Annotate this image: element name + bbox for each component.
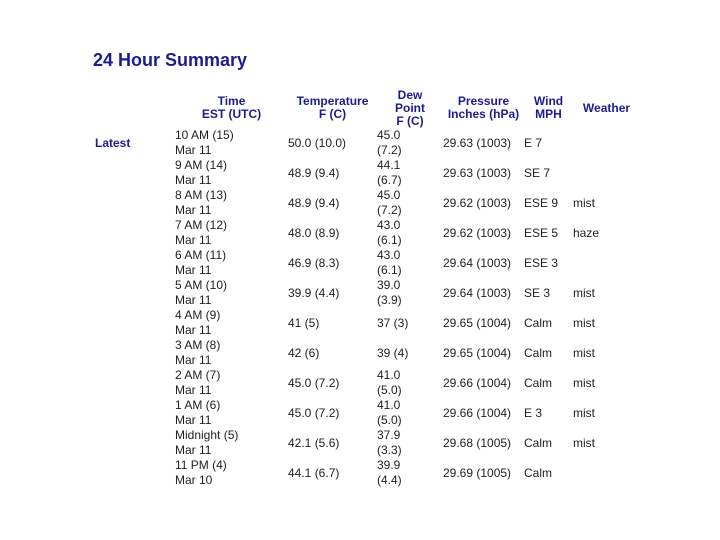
temperature-cell: 42.1 (5.6) bbox=[288, 435, 340, 450]
summary-section bbox=[93, 50, 653, 488]
time-cell: Midnight (5) Mar 11 bbox=[175, 428, 239, 457]
dew-point-cell: 41.0 (5.0) bbox=[377, 368, 402, 397]
wind-cell: ESE 9 bbox=[524, 195, 559, 210]
temperature-cell: 45.0 (7.2) bbox=[288, 405, 340, 420]
temperature-cell: 41 (5) bbox=[288, 315, 320, 330]
pressure-cell: 29.64 (1003) bbox=[443, 285, 512, 300]
time-cell: 4 AM (9) Mar 11 bbox=[175, 308, 221, 337]
table-row bbox=[95, 128, 640, 158]
page-title: 24 Hour Summary bbox=[93, 50, 248, 70]
weather-cell: mist bbox=[573, 345, 595, 360]
latest-marker bbox=[95, 218, 175, 248]
weather-cell: mist bbox=[573, 285, 595, 300]
table-row bbox=[95, 218, 640, 248]
pressure-cell: 29.65 (1004) bbox=[443, 315, 512, 330]
dew-point-column-header: Dew Point F (C) bbox=[395, 87, 425, 128]
table-row bbox=[95, 158, 640, 188]
table-row bbox=[95, 278, 640, 308]
time-cell: 2 AM (7) Mar 11 bbox=[175, 368, 221, 397]
latest-marker bbox=[95, 368, 175, 398]
table-row bbox=[95, 398, 640, 428]
table-row bbox=[95, 338, 640, 368]
wind-cell: Calm bbox=[524, 315, 553, 330]
time-cell: 3 AM (8) Mar 11 bbox=[175, 338, 221, 367]
weather-cell: mist bbox=[573, 405, 595, 420]
dew-point-cell: 39.0 (3.9) bbox=[377, 278, 402, 307]
wind-cell: E 7 bbox=[524, 135, 543, 150]
temperature-cell: 50.0 (10.0) bbox=[288, 135, 347, 150]
weather-cell: haze bbox=[573, 225, 600, 240]
dew-point-cell: 39.9 (4.4) bbox=[377, 458, 402, 487]
time-cell: 7 AM (12) Mar 11 bbox=[175, 218, 228, 247]
wind-cell: E 3 bbox=[524, 405, 543, 420]
wind-cell: Calm bbox=[524, 465, 553, 480]
dew-point-cell: 39 (4) bbox=[377, 345, 409, 360]
latest-marker bbox=[95, 338, 175, 368]
latest-marker bbox=[95, 308, 175, 338]
dew-point-cell: 37 (3) bbox=[377, 315, 409, 330]
table-row bbox=[95, 308, 640, 338]
weather-cell: mist bbox=[573, 315, 595, 330]
latest-marker bbox=[95, 158, 175, 188]
temperature-column-header: Temperature F (C) bbox=[296, 94, 369, 121]
weather-cell bbox=[573, 458, 640, 488]
wind-cell: ESE 3 bbox=[524, 255, 559, 270]
dew-point-cell: 37.9 (3.3) bbox=[377, 428, 402, 457]
pressure-cell: 29.66 (1004) bbox=[443, 405, 512, 420]
dew-point-cell: 45.0 (7.2) bbox=[377, 188, 402, 217]
table-row bbox=[95, 428, 640, 458]
pressure-cell: 29.63 (1003) bbox=[443, 135, 512, 150]
latest-column-header bbox=[95, 88, 175, 128]
weather-column-header: Weather bbox=[582, 100, 631, 115]
temperature-cell: 42 (6) bbox=[288, 345, 320, 360]
pressure-cell: 29.63 (1003) bbox=[443, 165, 512, 180]
weather-cell: mist bbox=[573, 435, 595, 450]
time-cell: 9 AM (14) Mar 11 bbox=[175, 158, 228, 187]
latest-marker bbox=[95, 428, 175, 458]
weather-cell bbox=[573, 248, 640, 278]
table-row bbox=[95, 368, 640, 398]
temperature-cell: 45.0 (7.2) bbox=[288, 375, 340, 390]
table-row bbox=[95, 458, 640, 488]
time-cell: 5 AM (10) Mar 11 bbox=[175, 278, 228, 307]
wind-column-header: Wind MPH bbox=[533, 94, 564, 121]
time-cell: 6 AM (11) Mar 11 bbox=[175, 248, 227, 277]
wind-cell: SE 3 bbox=[524, 285, 551, 300]
wind-cell: Calm bbox=[524, 435, 553, 450]
latest-marker bbox=[95, 248, 175, 278]
dew-point-cell: 41.0 (5.0) bbox=[377, 398, 402, 427]
pressure-cell: 29.65 (1004) bbox=[443, 345, 512, 360]
temperature-cell: 48.9 (9.4) bbox=[288, 195, 340, 210]
weather-cell: mist bbox=[573, 195, 595, 210]
pressure-cell: 29.64 (1003) bbox=[443, 255, 512, 270]
weather-cell bbox=[573, 128, 640, 158]
dew-point-cell: 43.0 (6.1) bbox=[377, 218, 402, 247]
dew-point-cell: 44.1 (6.7) bbox=[377, 158, 402, 187]
time-cell: 1 AM (6) Mar 11 bbox=[175, 398, 221, 427]
temperature-cell: 48.9 (9.4) bbox=[288, 165, 340, 180]
time-column-header: Time EST (UTC) bbox=[201, 94, 262, 121]
pressure-cell: 29.62 (1003) bbox=[443, 225, 512, 240]
table-row bbox=[95, 188, 640, 218]
latest-marker: Latest bbox=[95, 135, 131, 150]
latest-marker bbox=[95, 278, 175, 308]
wind-cell: Calm bbox=[524, 345, 553, 360]
temperature-cell: 44.1 (6.7) bbox=[288, 465, 340, 480]
time-cell: 10 AM (15) Mar 11 bbox=[175, 128, 234, 157]
wind-cell: Calm bbox=[524, 375, 553, 390]
pressure-cell: 29.68 (1005) bbox=[443, 435, 512, 450]
weather-cell: mist bbox=[573, 375, 595, 390]
pressure-cell: 29.62 (1003) bbox=[443, 195, 512, 210]
latest-marker bbox=[95, 398, 175, 428]
header-row bbox=[95, 88, 640, 128]
wind-cell: ESE 5 bbox=[524, 225, 559, 240]
pressure-cell: 29.66 (1004) bbox=[443, 375, 512, 390]
dew-point-cell: 43.0 (6.1) bbox=[377, 248, 402, 277]
pressure-column-header: Pressure Inches (hPa) bbox=[447, 94, 520, 121]
temperature-cell: 39.9 (4.4) bbox=[288, 285, 340, 300]
24-hour-summary-table bbox=[95, 88, 640, 488]
pressure-cell: 29.69 (1005) bbox=[443, 465, 512, 480]
latest-marker bbox=[95, 188, 175, 218]
time-cell: 11 PM (4) Mar 10 bbox=[175, 458, 227, 487]
latest-marker bbox=[95, 458, 175, 488]
temperature-cell: 46.9 (8.3) bbox=[288, 255, 340, 270]
dew-point-cell: 45.0 (7.2) bbox=[377, 128, 402, 157]
wind-cell: SE 7 bbox=[524, 165, 551, 180]
table-row bbox=[95, 248, 640, 278]
time-cell: 8 AM (13) Mar 11 bbox=[175, 188, 228, 217]
weather-cell bbox=[573, 158, 640, 188]
temperature-cell: 48.0 (8.9) bbox=[288, 225, 340, 240]
